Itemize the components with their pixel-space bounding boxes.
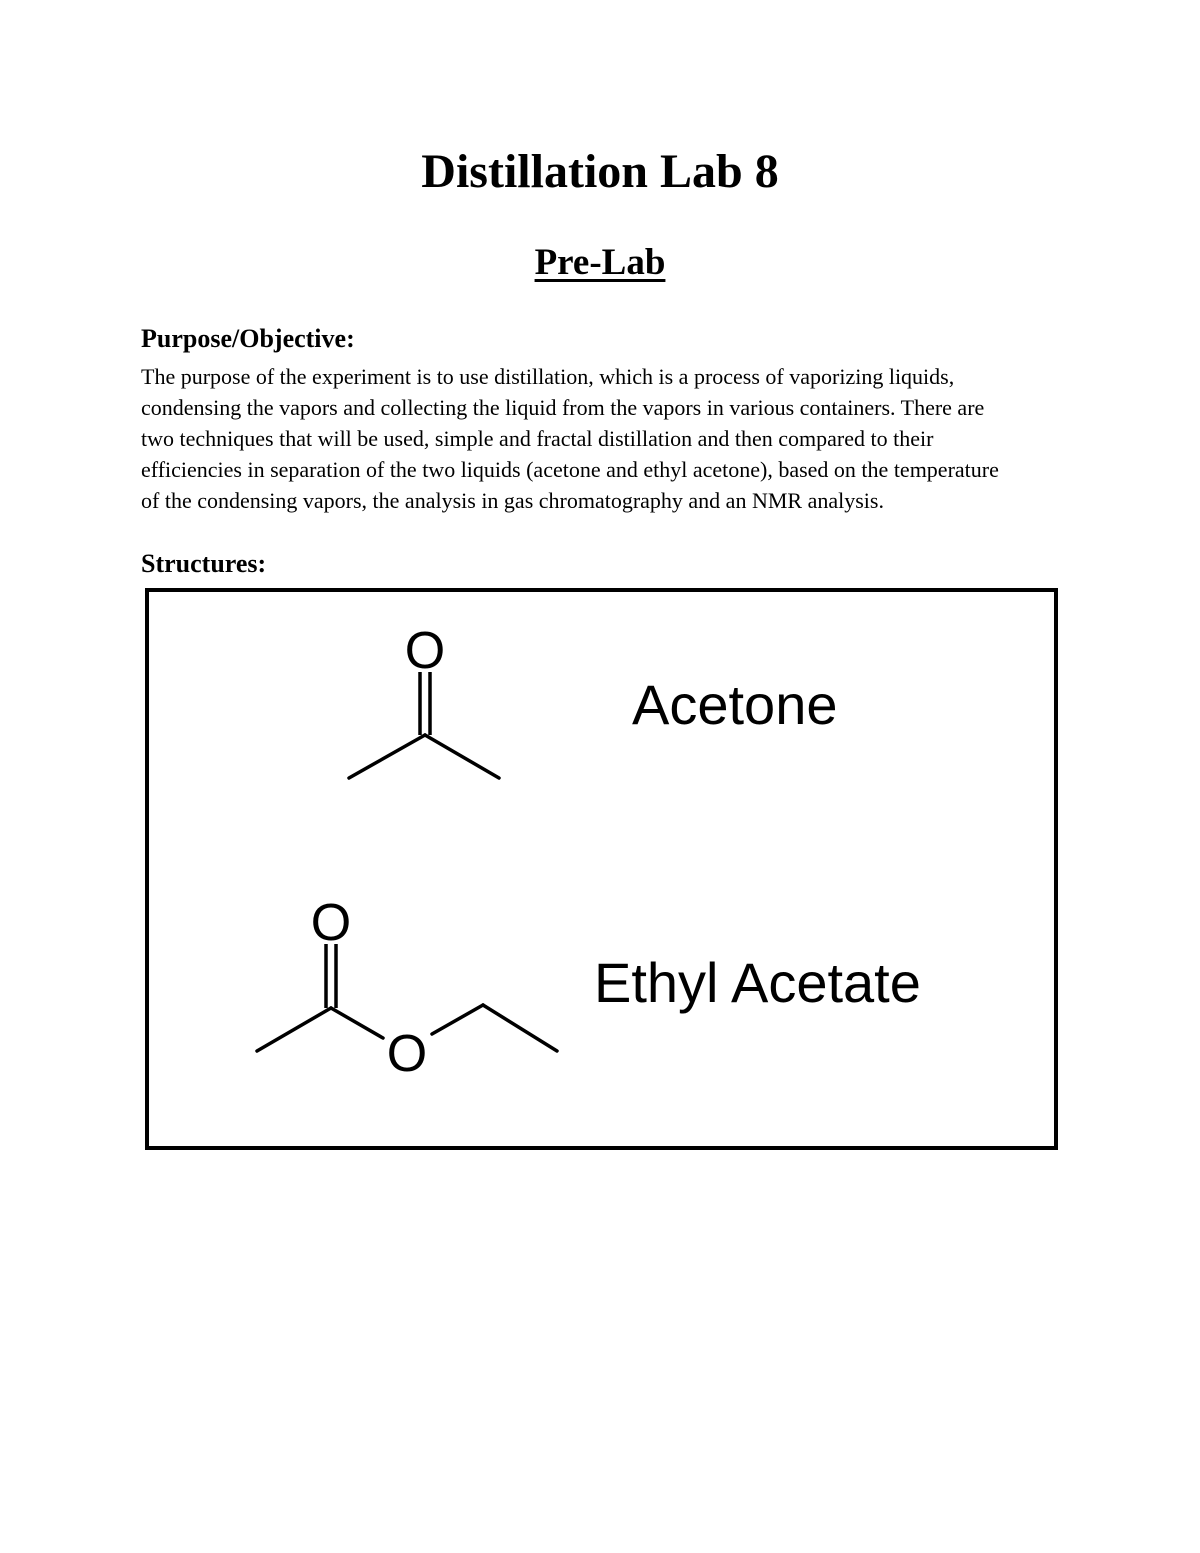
structures-drawing (145, 588, 1058, 1150)
ethyl-acetate-carbonyl-oxygen-atom: O (310, 894, 352, 952)
purpose-line: The purpose of the experiment is to use distillation, which is a process of vaporizing liquids, (141, 364, 955, 389)
purpose-heading: Purpose/Objective: (141, 324, 355, 353)
ethyl-acetate-label: Ethyl Acetate (594, 951, 921, 1014)
purpose-line: efficiencies in separation of the two liquids (acetone and ethyl acetone), based on the temperature (141, 457, 999, 482)
structures-heading: Structures: (141, 549, 267, 578)
page-subtitle: Pre-Lab (534, 242, 666, 283)
page-title: Distillation Lab 8 (421, 145, 779, 198)
acetone-oxygen-atom: O (404, 622, 446, 680)
purpose-line: condensing the vapors and collecting the liquid from the vapors in various containers. There are (141, 395, 985, 420)
acetone-label: Acetone (632, 673, 838, 736)
ethyl-acetate-ester-oxygen-atom: O (386, 1025, 428, 1083)
purpose-line: of the condensing vapors, the analysis in gas chromatography and an NMR analysis. (141, 488, 884, 513)
structures-figure (145, 588, 1058, 1150)
purpose-paragraph (141, 361, 1076, 516)
purpose-line: two techniques that will be used, simple and fractal distillation and then compared to their (141, 426, 934, 451)
figure-border (147, 590, 1056, 1148)
